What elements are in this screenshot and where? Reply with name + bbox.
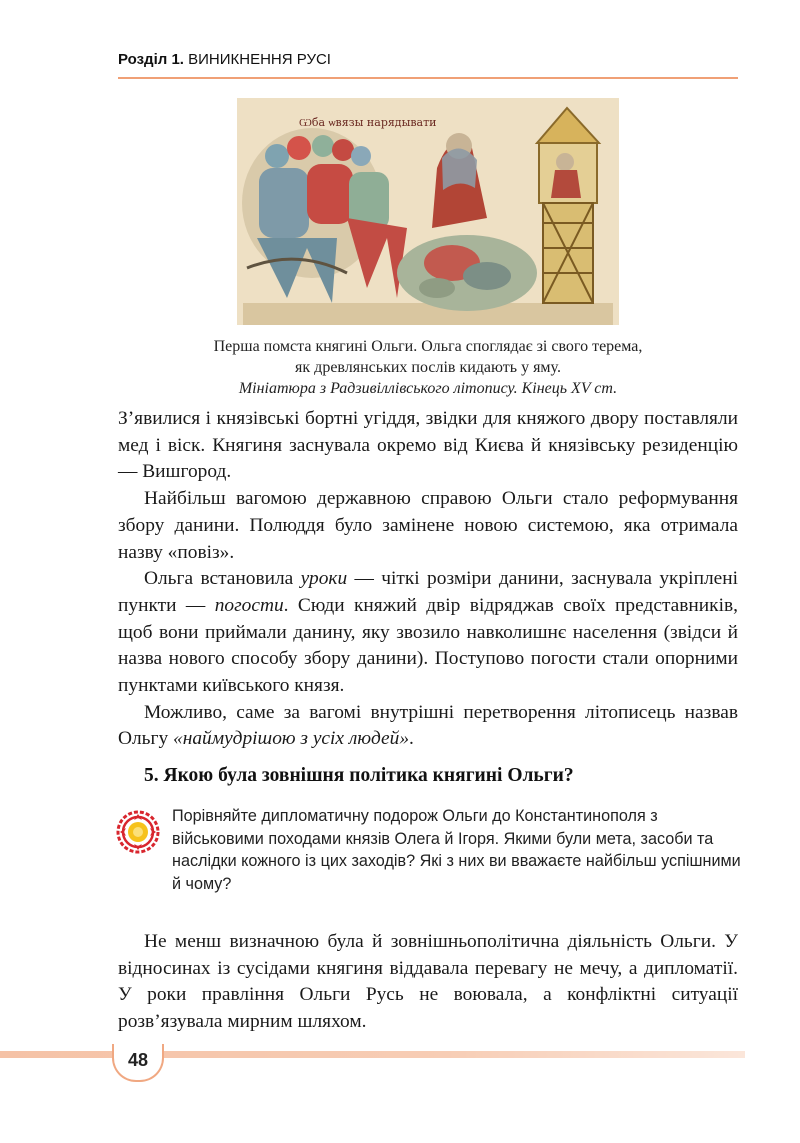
question-heading: 5. Якою була зовнішня політика княгині Ольги? <box>144 765 574 786</box>
paragraph-3-text-e: . Сюди княжий двір відряджав своїх представників, щоб вони приймали данину, яку звозило навколишнє населення (звідси й назва нового способу збору данини). Поступово погости стали опорними пунктами київського князя. <box>118 594 738 697</box>
figure-caption <box>118 336 738 399</box>
term-uroky: уроки <box>300 568 348 590</box>
paragraph-3-text-c: — чіткі розміри данини, заснувала укріплені пункти — <box>118 568 738 616</box>
header-rule <box>118 77 738 79</box>
paragraph-5: Не менш визначною була й зовнішньополітична діяльність Ольги. У відносинах із сусідами княгиня віддавала перевагу не мечу, а дипломатії. У роки правління Ольги Русь не воювала, а конфліктні ситуації розв’язувала мирним шляхом. <box>118 931 738 1033</box>
main-text <box>118 406 738 753</box>
caption-line-1: Перша помста княгині Ольги. Ольга споглядає зі свого терема, <box>213 338 643 355</box>
miniature-inscription: Ѡба ѡвязы нарядывати <box>299 116 437 129</box>
section-label: Розділ 1. <box>118 51 184 68</box>
paragraph-2: Найбільш вагомою державною справою Ольги стало реформування збору данини. Полюддя було замінене новою системою, яка отримала назву «повіз». <box>118 488 738 563</box>
task-text: Порівняйте дипломатичну подорож Ольги до Константинополя з військовими походами князів Олега й Ігоря. Якими були мета, засоби та наслідки кожного із цих заходів? Які з них ви вважаєте найбільш успішними й чому? <box>172 807 741 893</box>
paragraph-4 <box>118 700 738 753</box>
page-number: 48 <box>127 1050 149 1070</box>
running-header <box>118 51 738 68</box>
term-pogosty: погости <box>214 594 284 616</box>
paragraph-3 <box>118 566 738 700</box>
olga-quote: «наймудрішою з усіх людей» <box>173 728 410 750</box>
caption-source: Мініатюра з Радзивіллівського літопису. Кінець XV ст. <box>238 380 618 397</box>
miniature-illustration <box>237 98 619 325</box>
paragraph-4-text-c: . <box>409 728 414 750</box>
paragraph-1: З’явилися і князівські бортні угіддя, звідки для княжого двору поставляли мед і віск. Княгиня заснувала окремо від Києва й князівську резиденцію — Вишгород. <box>118 408 738 483</box>
paragraph-4-text-a: Можливо, саме за вагомі внутрішні перетворення літописець назвав Ольгу <box>118 701 738 750</box>
chronicle-miniature <box>237 98 619 325</box>
task-ornament-icon <box>116 810 160 854</box>
closing-text <box>118 929 738 1036</box>
paragraph-3-text-a: Ольга встановила <box>144 568 301 590</box>
caption-line-2: як древлянських послів кидають у яму. <box>295 359 561 376</box>
section-title: ВИНИКНЕННЯ РУСІ <box>188 51 331 68</box>
